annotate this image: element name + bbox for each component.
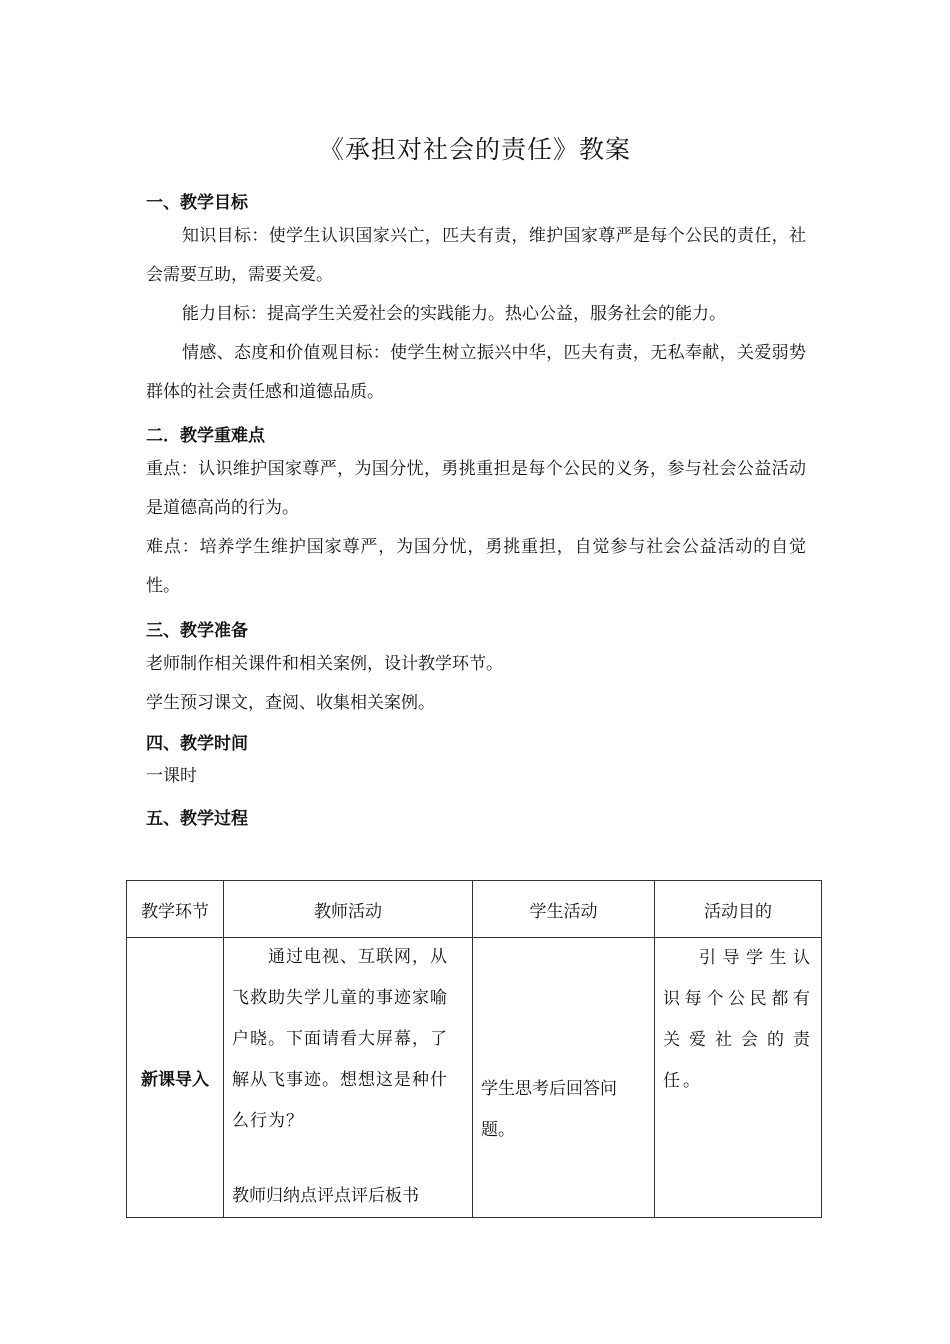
header-student-activity: 学生活动	[473, 881, 655, 938]
purpose-text: 引导学生认识每个公民都有关爱社会的责任。	[663, 948, 813, 1091]
section-heading-preparation: 三、教学准备	[146, 621, 248, 641]
paragraph-teacher-prep: 老师制作相关课件和相关案例，设计教学环节。	[146, 654, 503, 674]
section-heading-time: 四、教学时间	[146, 734, 248, 754]
header-teacher-activity: 教师活动	[224, 881, 473, 938]
section-heading-process: 五、教学过程	[146, 809, 248, 829]
teacher-activity-text: 通过电视、互联网，从飞救助失学儿童的事迹家喻户晓。下面请看大屏幕，了解从飞事迹。想想这是种什么行为？	[232, 947, 448, 1131]
paragraph-student-prep: 学生预习课文，查阅、收集相关案例。	[146, 693, 435, 713]
cell-purpose	[655, 938, 822, 1218]
paragraph-ability-goal: 能力目标：提高学生关爱社会的实践能力。热心公益，服务社会的能力。	[182, 304, 726, 324]
section-heading-goals: 一、教学目标	[146, 193, 248, 213]
cell-teacher-activity	[224, 938, 473, 1218]
table-header-row	[127, 881, 822, 938]
teacher-summary-text: 教师归纳点评点评后板书	[232, 1186, 419, 1206]
paragraph-emotion-goal: 情感、态度和价值观目标：使学生树立振兴中华，匹夫有责，无私奉献，关爱弱势群体的社会责任感和道德品质。	[146, 343, 806, 402]
paragraph-time: 一课时	[146, 766, 197, 786]
paragraph-knowledge-goal: 知识目标：使学生认识国家兴亡，匹夫有责，维护国家尊严是每个公民的责任，社会需要互助，需要关爱。	[146, 226, 806, 285]
paragraph-difficulty: 难点：培养学生维护国家尊严，为国分忧，勇挑重担，自觉参与社会公益活动的自觉性。	[146, 537, 806, 596]
section-heading-key-points: 二．教学重难点	[146, 426, 265, 446]
lesson-process-table	[126, 880, 822, 1218]
paragraph-key-point: 重点：认识维护国家尊严，为国分忧，勇挑重担是每个公民的义务，参与社会公益活动是道德高尚的行为。	[146, 459, 806, 518]
page-title: 《承担对社会的责任》教案	[318, 135, 631, 164]
student-activity-text: 学生思考后回答问题。	[481, 1079, 617, 1140]
cell-student-activity	[473, 938, 655, 1218]
header-purpose: 活动目的	[655, 881, 822, 938]
header-stage: 教学环节	[127, 881, 224, 938]
table-row	[127, 938, 822, 1218]
cell-stage: 新课导入	[127, 938, 224, 1218]
